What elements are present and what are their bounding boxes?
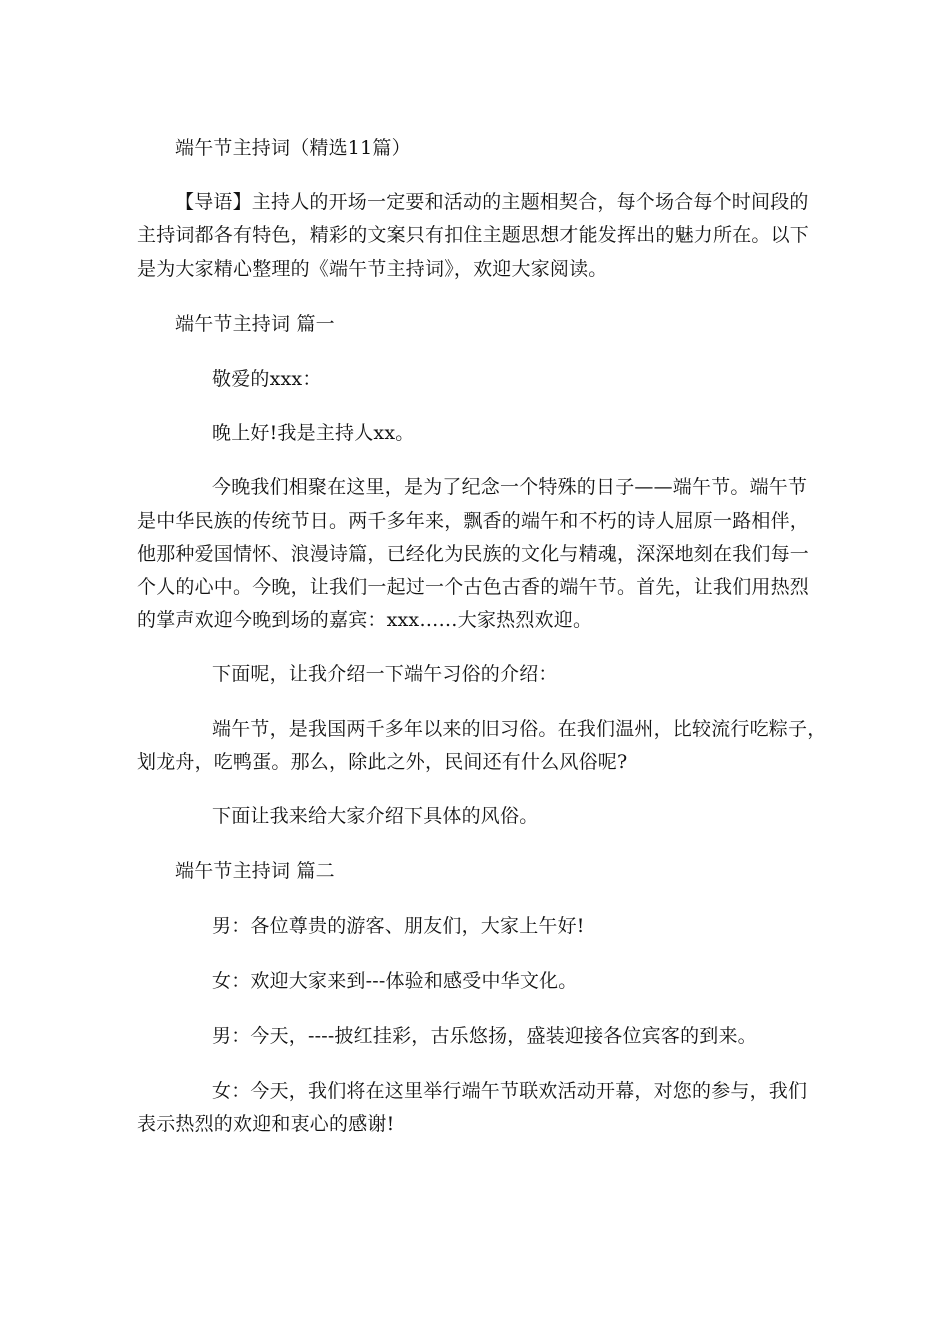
paragraph-line: 他那种爱国情怀、浪漫诗篇，已经化为民族的文化与精魂，深深地刻在我们每一	[137, 543, 810, 565]
paragraph-line: 的掌声欢迎今晚到场的嘉宾：xxx……大家热烈欢迎。	[137, 609, 593, 631]
document-title: 端午节主持词（精选11篇）	[175, 137, 411, 159]
intro-line-2: 主持词都各有特色，精彩的文案只有扣住主题思想才能发挥出的魅力所在。以下	[137, 224, 810, 246]
paragraph-line: 下面让我来给大家介绍下具体的风俗。	[212, 805, 539, 827]
dialogue-line: 男：今天，----披红挂彩，古乐悠扬，盛装迎接各位宾客的到来。	[212, 1025, 757, 1047]
evening-line: 晚上好!我是主持人xx。	[212, 422, 415, 444]
dialogue-line: 女：欢迎大家来到---体验和感受中华文化。	[212, 970, 578, 992]
paragraph-line: 划龙舟，吃鸭蛋。那么，除此之外，民间还有什么风俗呢?	[137, 751, 628, 773]
section-heading-1: 端午节主持词 篇一	[175, 313, 335, 335]
intro-line-1: 【导语】主持人的开场一定要和活动的主题相契合，每个场合每个时间段的	[175, 191, 809, 213]
greeting-line: 敬爱的xxx：	[212, 368, 322, 390]
section-heading-2: 端午节主持词 篇二	[175, 860, 335, 882]
intro-line-3: 是为大家精心整理的《端午节主持词》，欢迎大家阅读。	[137, 258, 608, 280]
paragraph-line: 今晚我们相聚在这里，是为了纪念一个特殊的日子——端午节。端午节	[212, 476, 808, 498]
dialogue-line: 女：今天，我们将在这里举行端午节联欢活动开幕，对您的参与，我们	[212, 1080, 808, 1102]
paragraph-line: 端午节，是我国两千多年以来的旧习俗。在我们温州，比较流行吃粽子，	[212, 718, 827, 740]
dialogue-line: 表示热烈的欢迎和衷心的感谢!	[137, 1113, 395, 1135]
paragraph-line: 下面呢，让我介绍一下端午习俗的介绍：	[212, 663, 558, 685]
dialogue-line: 男：各位尊贵的游客、朋友们，大家上午好!	[212, 915, 585, 937]
paragraph-line: 个人的心中。今晚，让我们一起过一个古色古香的端午节。首先，让我们用热烈	[137, 576, 810, 598]
paragraph-line: 是中华民族的传统节日。两千多年来，飘香的端午和不朽的诗人屈原一路相伴，	[137, 510, 810, 532]
